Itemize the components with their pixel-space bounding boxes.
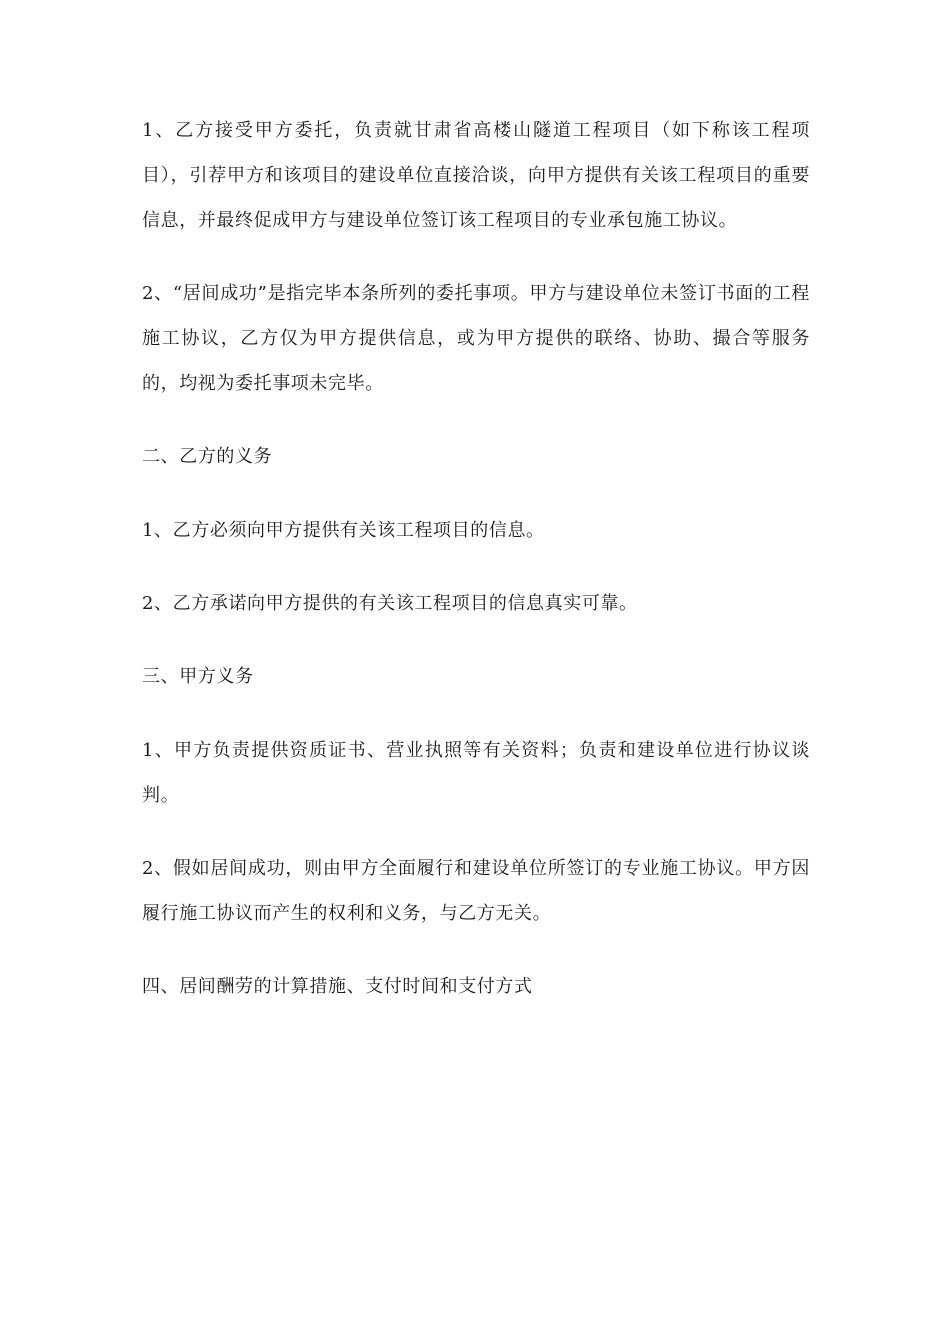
section-heading-2: 二、乙方的义务 [142,446,273,467]
paragraph-clause-2-2: 2、乙方承诺向甲方提供的有关该工程项目的信息真实可靠。 [142,593,638,614]
paragraph-clause-3-1: 1、甲方负责提供资质证书、营业执照等有关资料；负责和建设单位进行协议谈判。 [142,740,810,806]
paragraph-clause-1-2: 2、“居间成功”是指完毕本条所列的委托事项。甲方与建设单位未签订书面的工程施工协议，乙方仅为甲方提供信息，或为甲方提供的联络、协助、撮合等服务的，均视为委托事项未完毕。 [142,283,810,394]
section-heading-4: 四、居间酬劳的计算措施、支付时间和支付方式 [142,976,533,997]
section-heading-3: 三、甲方义务 [142,666,254,687]
paragraph-clause-2-1: 1、乙方必须向甲方提供有关该工程项目的信息。 [142,520,545,541]
paragraph-clause-3-2: 2、假如居间成功，则由甲方全面履行和建设单位所签订的专业施工协议。甲方因履行施工协议而产生的权利和义务，与乙方无关。 [142,858,810,924]
paragraph-clause-1-1: 1、乙方接受甲方委托，负责就甘肃省高楼山隧道工程项目（如下称该工程项目），引荐甲方和该项目的建设单位直接洽谈，向甲方提供有关该工程项目的重要信息，并最终促成甲方与建设单位签订该工程项目的专业承包施工协议。 [142,120,810,231]
document-body [142,108,810,1038]
